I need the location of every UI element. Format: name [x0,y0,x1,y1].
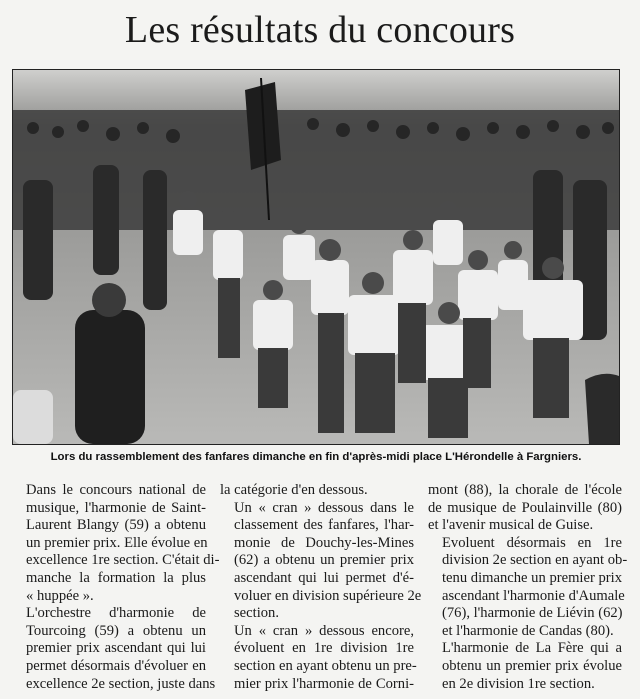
text-line: excellence 2e section, juste dans [26,675,216,692]
text-line: la catégorie d'en dessous. [220,482,368,498]
text-line: mont (88), la chorale de l'école [428,482,622,498]
text-line: division 2e section en ayant ob- [442,552,628,569]
text-line: Tourcoing (59) a obtenu un [26,622,206,639]
paragraph [428,482,622,535]
paragraph [428,534,628,641]
text-line: Un « cran » dessous dans le [234,499,414,516]
paragraph [12,605,216,693]
paragraph [220,622,417,693]
text-line: ascendant qui lui permet d'é- [234,569,414,586]
paragraph [220,499,422,623]
photo-caption: Lors du rassemblement des fanfares dimanche en fin d'après-midi place L'Hérondelle à Fargniers. [50,451,582,463]
text-line: section en ayant obtenu un pre- [234,657,417,674]
text-line: obtenu un premier prix évolue [442,657,622,674]
text-line: (76), l'harmonie de Liévin (62) [442,605,623,622]
text-line: de musique de Poulainville (80) [428,499,622,516]
article-column-2 [220,482,422,694]
text-line: L'orchestre d'harmonie de [26,605,206,622]
headline: Les résultats du concours [124,9,516,51]
text-line: Un « cran » dessous encore, [234,622,414,639]
text-line: Laurent Blangy (59) a obtenu [26,517,206,534]
text-line: classement des fanfares, l'har- [234,517,414,534]
text-line: tenu dimanche un premier prix [442,569,622,586]
photo-illustration [13,70,619,444]
text-line: Dans le concours national de [26,482,206,498]
text-line: voluer en division supérieure 2e [234,587,422,604]
paragraph [12,482,220,605]
text-line: et l'harmonie de Candas (80). [442,622,614,639]
text-line: « huppée ». [26,587,94,604]
text-line: un premier prix. Elle évolue en [26,534,208,551]
text-line: monie de Douchy-les-Mines [234,534,414,551]
text-line: évoluent en 1re division 1re [234,640,414,657]
text-line: (62) a obtenu un premier prix [234,552,414,569]
crowd-photo [12,69,620,445]
text-line: manche la formation la plus [26,569,206,586]
article-body [12,482,628,694]
text-line: en 2e division 1re section. [442,675,595,692]
paragraph [220,482,414,500]
text-line: et l'avenir musical de Guise. [428,517,594,534]
text-line: permet désormais d'évoluer en [26,657,206,674]
text-line: L'harmonie de La Fère qui a [442,640,622,657]
text-line: premier prix ascendant qui lui [26,640,206,657]
article-column-1 [12,482,220,694]
article-column-3 [428,482,628,694]
text-line: Evoluent désormais en 1re [442,534,622,551]
text-line: mier prix l'harmonie de Corni- [234,675,414,692]
text-line: musique, l'harmonie de Saint- [26,499,206,516]
text-line: ascendant l'harmonie d'Aumale [442,587,625,604]
text-line: section. [234,605,279,622]
text-line: excellence 1re section. C'était di- [26,552,220,569]
paragraph [428,640,622,693]
